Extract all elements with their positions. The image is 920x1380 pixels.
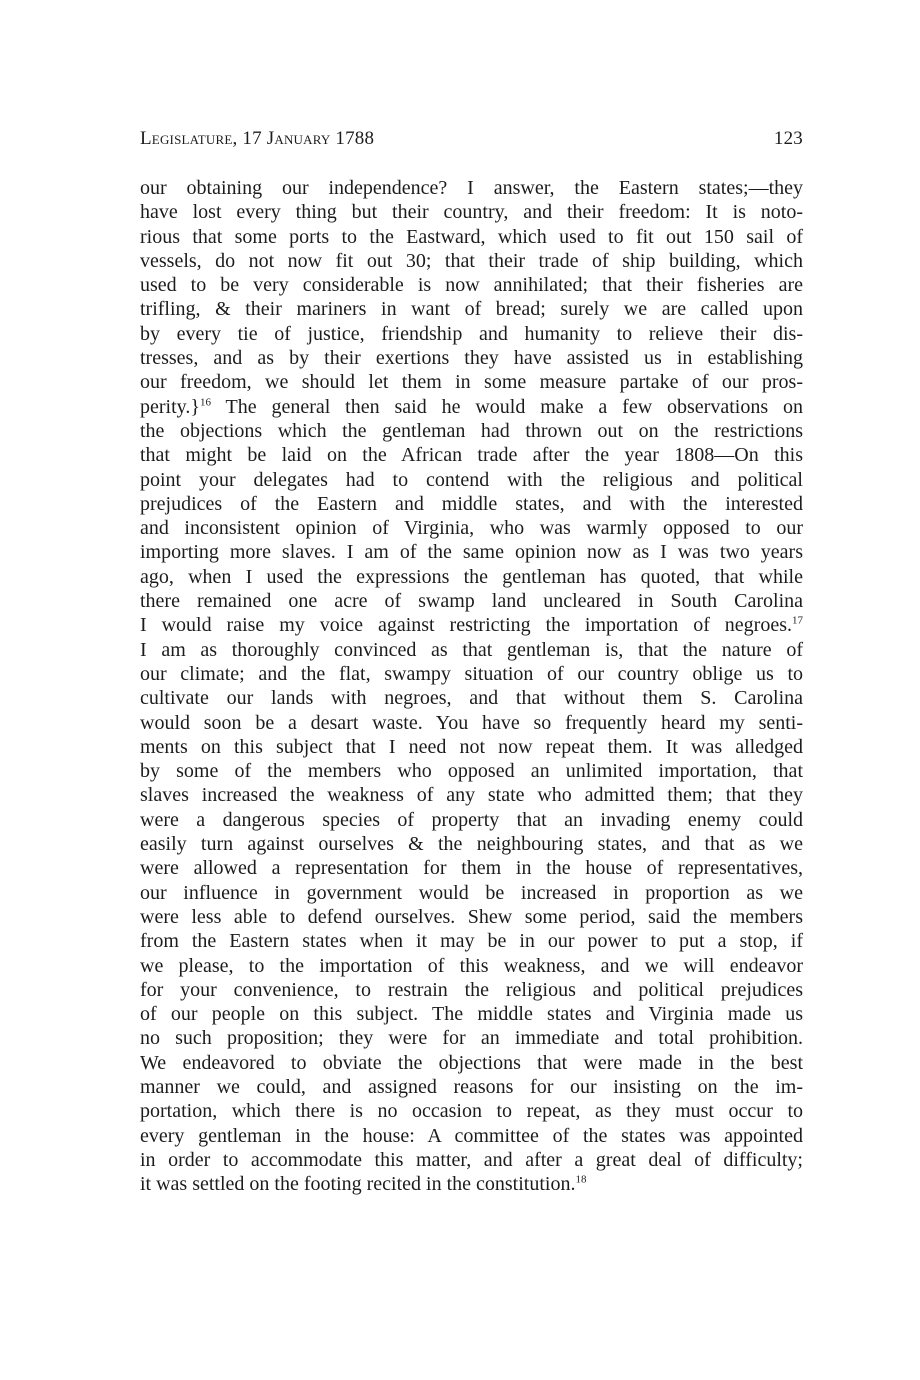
text-line bbox=[140, 1124, 803, 1148]
text-line-content: our freedom, we should let them in some measure partake of our pros- bbox=[140, 371, 803, 394]
text-line-content: point your delegates had to contend with the religious and political bbox=[140, 468, 803, 491]
text-line-content: were allowed a representation for them in the house of representatives, bbox=[140, 857, 803, 880]
footnote-marker: 18 bbox=[575, 1173, 587, 1186]
text-line-content: have lost every thing but their country, and their freedom: It is noto- bbox=[140, 201, 803, 224]
text-line bbox=[140, 225, 803, 249]
text-line-content: from the Eastern states when it may be in our power to put a stop, if bbox=[140, 930, 803, 953]
text-line-content: I am as thoroughly convinced as that gentleman is, that the nature of bbox=[140, 638, 803, 661]
text-line-content: every gentleman in the house: A committee of the states was appointed bbox=[140, 1124, 803, 1147]
text-line bbox=[140, 905, 803, 929]
text-line bbox=[140, 1051, 803, 1075]
text-line-content: were a dangerous species of property that an invading enemy could bbox=[140, 808, 803, 831]
text-line-content: I would raise my voice against restricting the importation of negroes. bbox=[140, 614, 792, 637]
footnote-marker: 16 bbox=[199, 396, 211, 409]
text-line bbox=[140, 297, 803, 321]
text-line-content: for your convenience, to restrain the religious and political prejudices bbox=[140, 978, 803, 1001]
text-line bbox=[140, 613, 803, 637]
text-line-continuation: The general then said he would make a few observations on bbox=[210, 395, 803, 418]
text-line-content: our climate; and the flat, swampy situation of our country oblige us to bbox=[140, 662, 803, 685]
text-line-content: that might be laid on the African trade after the year 1808—On this bbox=[140, 444, 803, 467]
text-line bbox=[140, 662, 803, 686]
text-line-content: easily turn against ourselves & the neighbouring states, and that as we bbox=[140, 833, 803, 856]
text-line bbox=[140, 1172, 803, 1196]
text-line-content: We endeavored to obviate the objections that were made in the best bbox=[140, 1051, 803, 1074]
text-line bbox=[140, 711, 803, 735]
text-line-content: prejudices of the Eastern and middle states, and with the interested bbox=[140, 492, 803, 515]
text-line bbox=[140, 1075, 803, 1099]
text-line-content: our influence in government would be increased in proportion as we bbox=[140, 881, 803, 904]
text-line-content: we please, to the importation of this weakness, and we will endeavor bbox=[140, 954, 803, 977]
text-line-content: tresses, and as by their exertions they have assisted us in establishing bbox=[140, 347, 803, 370]
text-line bbox=[140, 565, 803, 589]
text-line bbox=[140, 468, 803, 492]
text-line bbox=[140, 589, 803, 613]
body-text bbox=[140, 176, 803, 1196]
text-line bbox=[140, 1002, 803, 1026]
text-line bbox=[140, 856, 803, 880]
text-line bbox=[140, 540, 803, 564]
text-line-content: it was settled on the footing recited in the constitution. bbox=[140, 1173, 576, 1196]
page-number: 123 bbox=[773, 128, 803, 149]
text-line bbox=[140, 881, 803, 905]
text-line bbox=[140, 1099, 803, 1123]
text-line bbox=[140, 516, 803, 540]
text-line-content: cultivate our lands with negroes, and that without them S. Carolina bbox=[140, 687, 803, 710]
text-line bbox=[140, 735, 803, 759]
text-line bbox=[140, 808, 803, 832]
text-line bbox=[140, 395, 803, 419]
text-line bbox=[140, 419, 803, 443]
text-line-content: there remained one acre of swamp land uncleared in South Carolina bbox=[140, 590, 803, 613]
footnote-marker: 17 bbox=[792, 614, 803, 627]
text-line bbox=[140, 686, 803, 710]
text-line-content: would soon be a desart waste. You have so frequently heard my senti- bbox=[140, 711, 803, 734]
text-line-content: trifling, & their mariners in want of bread; surely we are called upon bbox=[140, 298, 803, 321]
text-line bbox=[140, 759, 803, 783]
text-line bbox=[140, 783, 803, 807]
text-line-content: perity.} bbox=[140, 395, 200, 418]
text-line bbox=[140, 273, 803, 297]
text-line bbox=[140, 832, 803, 856]
text-line bbox=[140, 954, 803, 978]
text-line-content: ago, when I used the expressions the gentleman has quoted, that while bbox=[140, 565, 803, 588]
text-line bbox=[140, 176, 803, 200]
text-line-content: by some of the members who opposed an unlimited importation, that bbox=[140, 760, 803, 783]
text-line bbox=[140, 638, 803, 662]
text-line bbox=[140, 200, 803, 224]
text-line-content: slaves increased the weakness of any state who admitted them; that they bbox=[140, 784, 803, 807]
text-line bbox=[140, 492, 803, 516]
text-line bbox=[140, 322, 803, 346]
text-line-content: portation, which there is no occasion to repeat, as they must occur to bbox=[140, 1100, 803, 1123]
text-line-content: the objections which the gentleman had thrown out on the restrictions bbox=[140, 419, 803, 442]
text-line-content: by every tie of justice, friendship and humanity to relieve their dis- bbox=[140, 322, 803, 345]
text-line bbox=[140, 249, 803, 273]
text-line-content: manner we could, and assigned reasons for our insisting on the im- bbox=[140, 1075, 803, 1098]
text-line bbox=[140, 929, 803, 953]
text-line-content: ments on this subject that I need not now repeat them. It was alledged bbox=[140, 735, 803, 758]
text-line-content: and inconsistent opinion of Virginia, who was warmly opposed to our bbox=[140, 517, 803, 540]
text-line-content: vessels, do not now fit out 30; that their trade of ship building, which bbox=[140, 249, 803, 272]
text-line bbox=[140, 443, 803, 467]
text-line-content: used to be very considerable is now annihilated; that their fisheries are bbox=[140, 274, 803, 297]
text-line-content: our obtaining our independence? I answer, the Eastern states;—they bbox=[140, 177, 803, 199]
text-line bbox=[140, 1148, 803, 1172]
text-line bbox=[140, 978, 803, 1002]
text-line-content: no such proposition; they were for an immediate and total prohibition. bbox=[140, 1027, 803, 1050]
text-line-content: importing more slaves. I am of the same opinion now as I was two years bbox=[140, 541, 803, 564]
text-line bbox=[140, 1026, 803, 1050]
text-line bbox=[140, 346, 803, 370]
running-head-title: Legislature, 17 January 1788 bbox=[140, 128, 375, 149]
running-head bbox=[140, 128, 803, 154]
text-line-content: rious that some ports to the Eastward, which used to fit out 150 sail of bbox=[140, 225, 803, 248]
text-line-content: in order to accommodate this matter, and after a great deal of difficulty; bbox=[140, 1148, 803, 1171]
text-line bbox=[140, 370, 803, 394]
text-line-content: of our people on this subject. The middle states and Virginia made us bbox=[140, 1003, 803, 1026]
text-line-content: were less able to defend ourselves. Shew some period, said the members bbox=[140, 905, 803, 928]
